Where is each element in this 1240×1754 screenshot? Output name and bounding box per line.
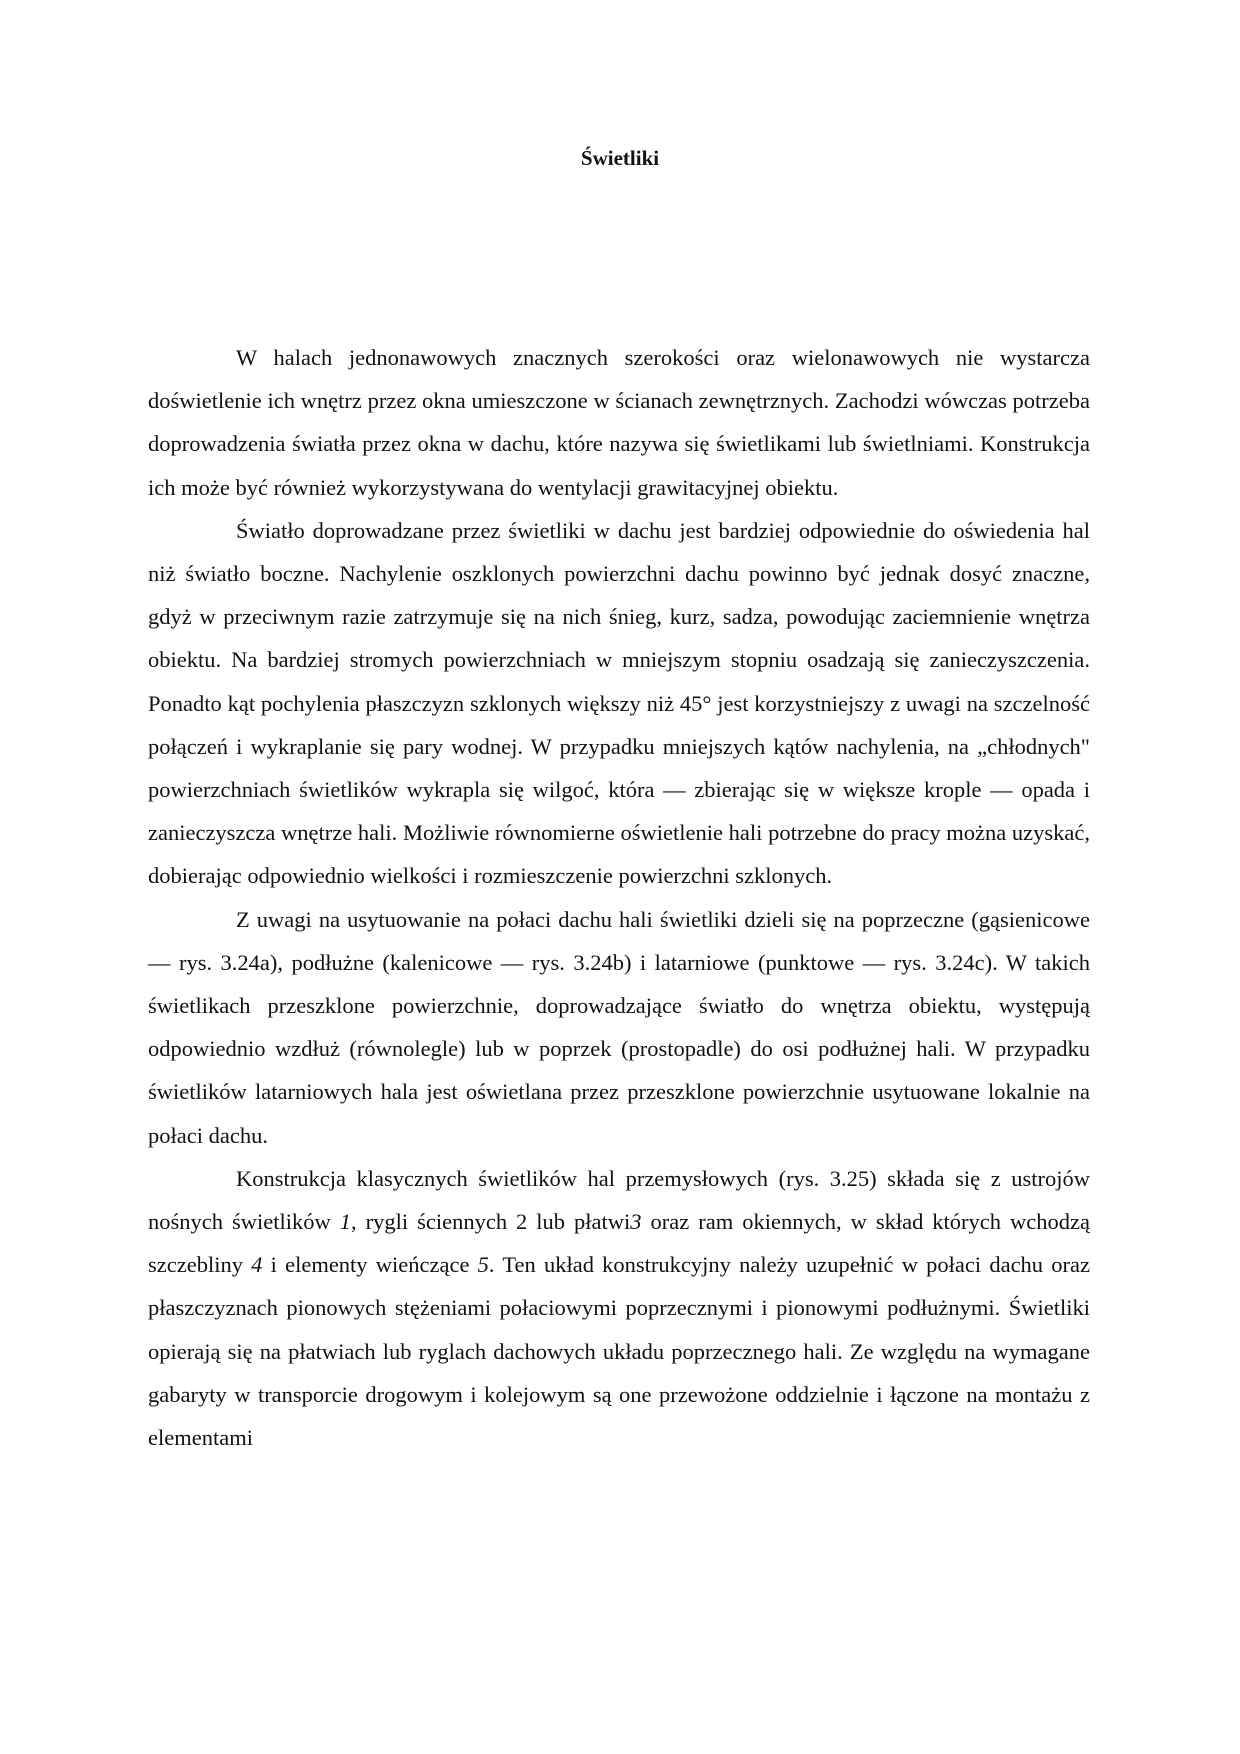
body-text: [148, 336, 1090, 1459]
paragraph-4: [148, 1157, 1090, 1459]
paragraph-4-text-3: oraz ram okiennych, w skład których wchodzą szczebliny: [148, 1209, 1090, 1278]
symbol-5: 5: [477, 1252, 489, 1278]
paragraph-1: W halach jednonawowych znacznych szerokości oraz wielonawowych nie wystarcza doświetlenie ich wnętrz przez okna umieszczone w ścianach zewnętrznych. Zachodzi wówczas potrzeba doprowadzenia światła przez okna w dachu, które nazywa się świetlikami lub świetlniami. Konstrukcja ich może być również wykorzystywana do wentylacji grawitacyjnej obiektu.: [148, 345, 1090, 500]
symbol-1: 1: [339, 1209, 351, 1235]
paragraph-4-text-4: i elementy wieńczące: [262, 1252, 478, 1278]
paragraph-4-text-1: Konstrukcja klasycznych świetlików hal przemysłowych (rys. 3.25) składa się z ustrojów nośnych świetlików: [148, 1165, 1090, 1235]
page-title: Świetliki: [580, 146, 660, 170]
symbol-4: 4: [251, 1252, 263, 1278]
paragraph-2: Światło doprowadzane przez świetliki w dachu jest bardziej odpowiednie do oświedenia hal niż światło boczne. Nachylenie oszklonych powierzchni dachu powinno być jednak dosyć znaczne, gdyż w przeciwnym razie zatrzymuje się na nich śnieg, kurz, sadza, powodując zaciemnienie wnętrza obiektu. Na bardziej stromych powierzchniach w mniejszym stopniu osadzają się zanieczyszczenia. Ponadto kąt pochylenia płaszczyzn szklonych większy niż 45° jest korzystniejszy z uwagi na szczelność połączeń i wykraplanie się pary wodnej. W przypadku mniejszych kątów nachylenia, na „chłodnych" powierzchniach świetlików wykrapla się wilgoć, która — zbierając się w większe krople — opada i zanieczyszcza wnętrze hali. Możliwie równomierne oświetlenie hali potrzebne do pracy można uzyskać, dobierając odpowiednio wielkości i rozmieszczenie powierzchni szklonych.: [148, 517, 1090, 889]
symbol-3: 3: [630, 1209, 642, 1235]
paragraph-4-text-2: , rygli ściennych 2 lub płatwi: [350, 1209, 631, 1235]
paragraph-3: Z uwagi na usytuowanie na połaci dachu hali świetliki dzieli się na poprzeczne (gąsienicowe — rys. 3.24a), podłużne (kalenicowe — rys. 3.24b) i latarniowe (punktowe — rys. 3.24c). W takich świetlikach przeszklone powierzchnie, doprowadzające światło do wnętrza obiektu, występują odpowiednio wzdłuż (równolegle) lub w poprzek (prostopadle) do osi podłużnej hali. W przypadku świetlików latarniowych hala jest oświetlana przez przeszklone powierzchnie usytuowane lokalnie na połaci dachu.: [148, 906, 1090, 1148]
paragraph-4-text-5: . Ten układ konstrukcyjny należy uzupełnić w połaci dachu oraz płaszczyznach pionowych stężeniami połaciowymi poprzecznymi i pionowymi podłużnymi. Świetliki opierają się na płatwiach lub ryglach dachowych układu poprzecznego hali. Ze względu na wymagane gabaryty w transporcie drogowym i kolejowym są one przewożone oddzielnie i łączone na montażu z elementami: [148, 1252, 1090, 1451]
